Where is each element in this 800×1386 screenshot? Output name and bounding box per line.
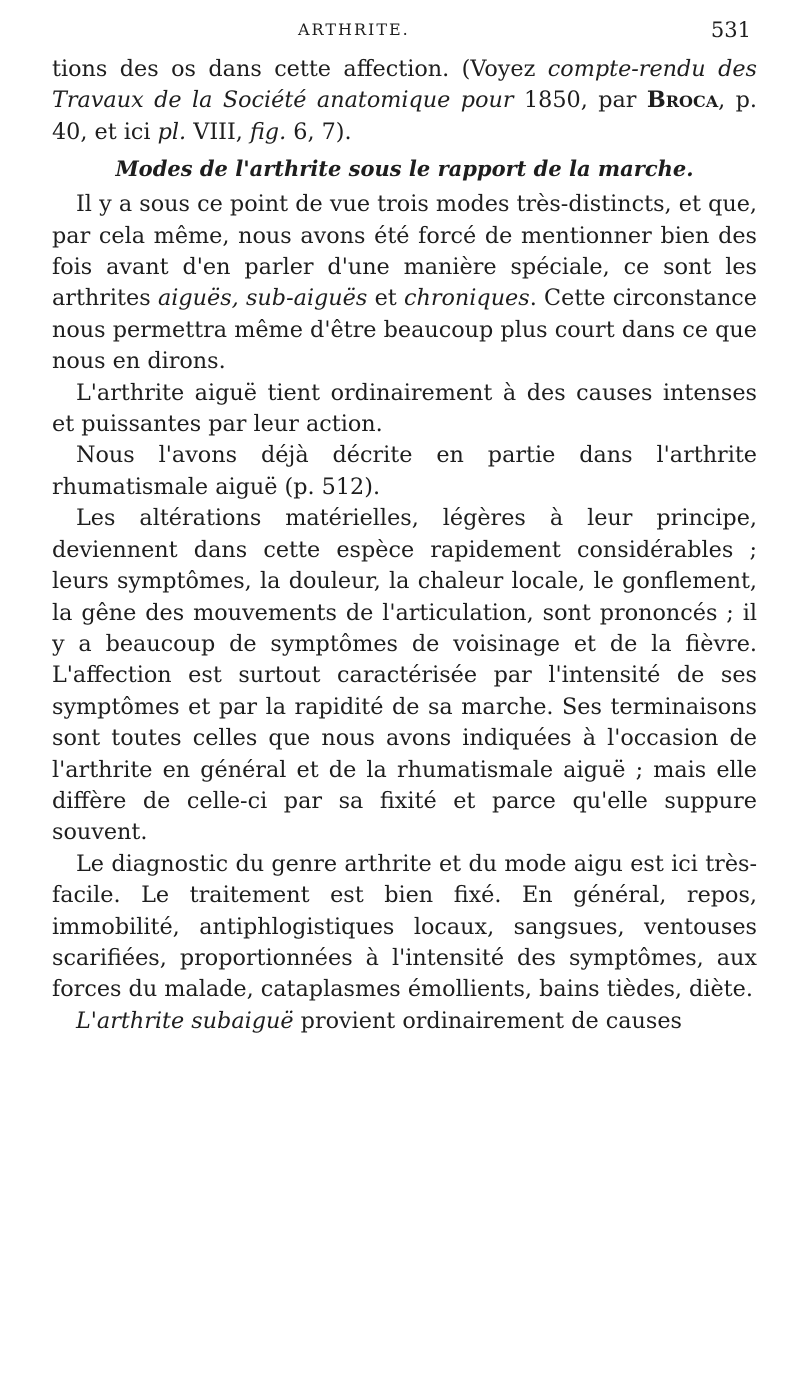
paragraph-subacute: L'arthrite subaiguë provient ordinairement de causes	[76, 1007, 682, 1034]
paragraph-continuation: tions des os dans cette affection. (Voyez compte-rendu des Travaux de la Société anatomique pour 1850, par Broca, p. 40, et ici pl. VIII, fig. 6, 7).	[52, 56, 757, 145]
page-number: 531	[710, 18, 751, 42]
author-name: Broca	[646, 87, 719, 114]
section-title: Modes de l'arthrite sous le rapport de la marche.	[115, 156, 694, 182]
paragraph-diagnosis: Le diagnostic du genre arthrite et du mode aigu est ici très-facile. Le traitement est bien fixé. En général, repos, immobilité, antiphlogistiques locaux, sangsues, ventouses scarifiées, proportionnées à l'intensité des symptômes, aux forces du malade, cataplasmes émollients, bains tièdes, diète.	[52, 850, 757, 1003]
paragraph-alterations: Les altérations matérielles, légères à leur principe, deviennent dans cette espèce rapidement considérables ; leurs symptômes, la douleur, la chaleur locale, le gonflement, la gêne des mouvements de l'articulation, sont prononcés ; il y a beaucoup de symptômes de voisinage et de la fièvre. L'affection est surtout caractérisée par l'intensité de ses symptômes et par la rapidité de sa marche. Ses terminaisons sont toutes celles que nous avons indiquées à l'occasion de l'arthrite en général et de la rhumatismale aiguë ; mais elle diffère de celle-ci par sa fixité et parce qu'elle suppure souvent.	[52, 505, 757, 846]
running-head: ARTHRITE.	[298, 20, 410, 39]
book-page	[52, 18, 757, 1368]
paragraph-acute-causes: L'arthrite aiguë tient ordinairement à des causes intenses et puissantes par leur action.	[52, 379, 757, 438]
body-text	[52, 54, 757, 1037]
page-header	[52, 18, 757, 48]
paragraph-modes: Il y a sous ce point de vue trois modes très-distincts, et que, par cela même, nous avons été forcé de mentionner bien des fois avant d'en parler d'une manière spéciale, ce sont les arthrites aiguës, sub-aiguës et chroniques. Cette circonstance nous permettra même d'être beaucoup plus court dans ce que nous en dirons.	[52, 191, 757, 375]
paragraph-reference: Nous l'avons déjà décrite en partie dans l'arthrite rhumatismale aiguë (p. 512).	[52, 442, 757, 500]
